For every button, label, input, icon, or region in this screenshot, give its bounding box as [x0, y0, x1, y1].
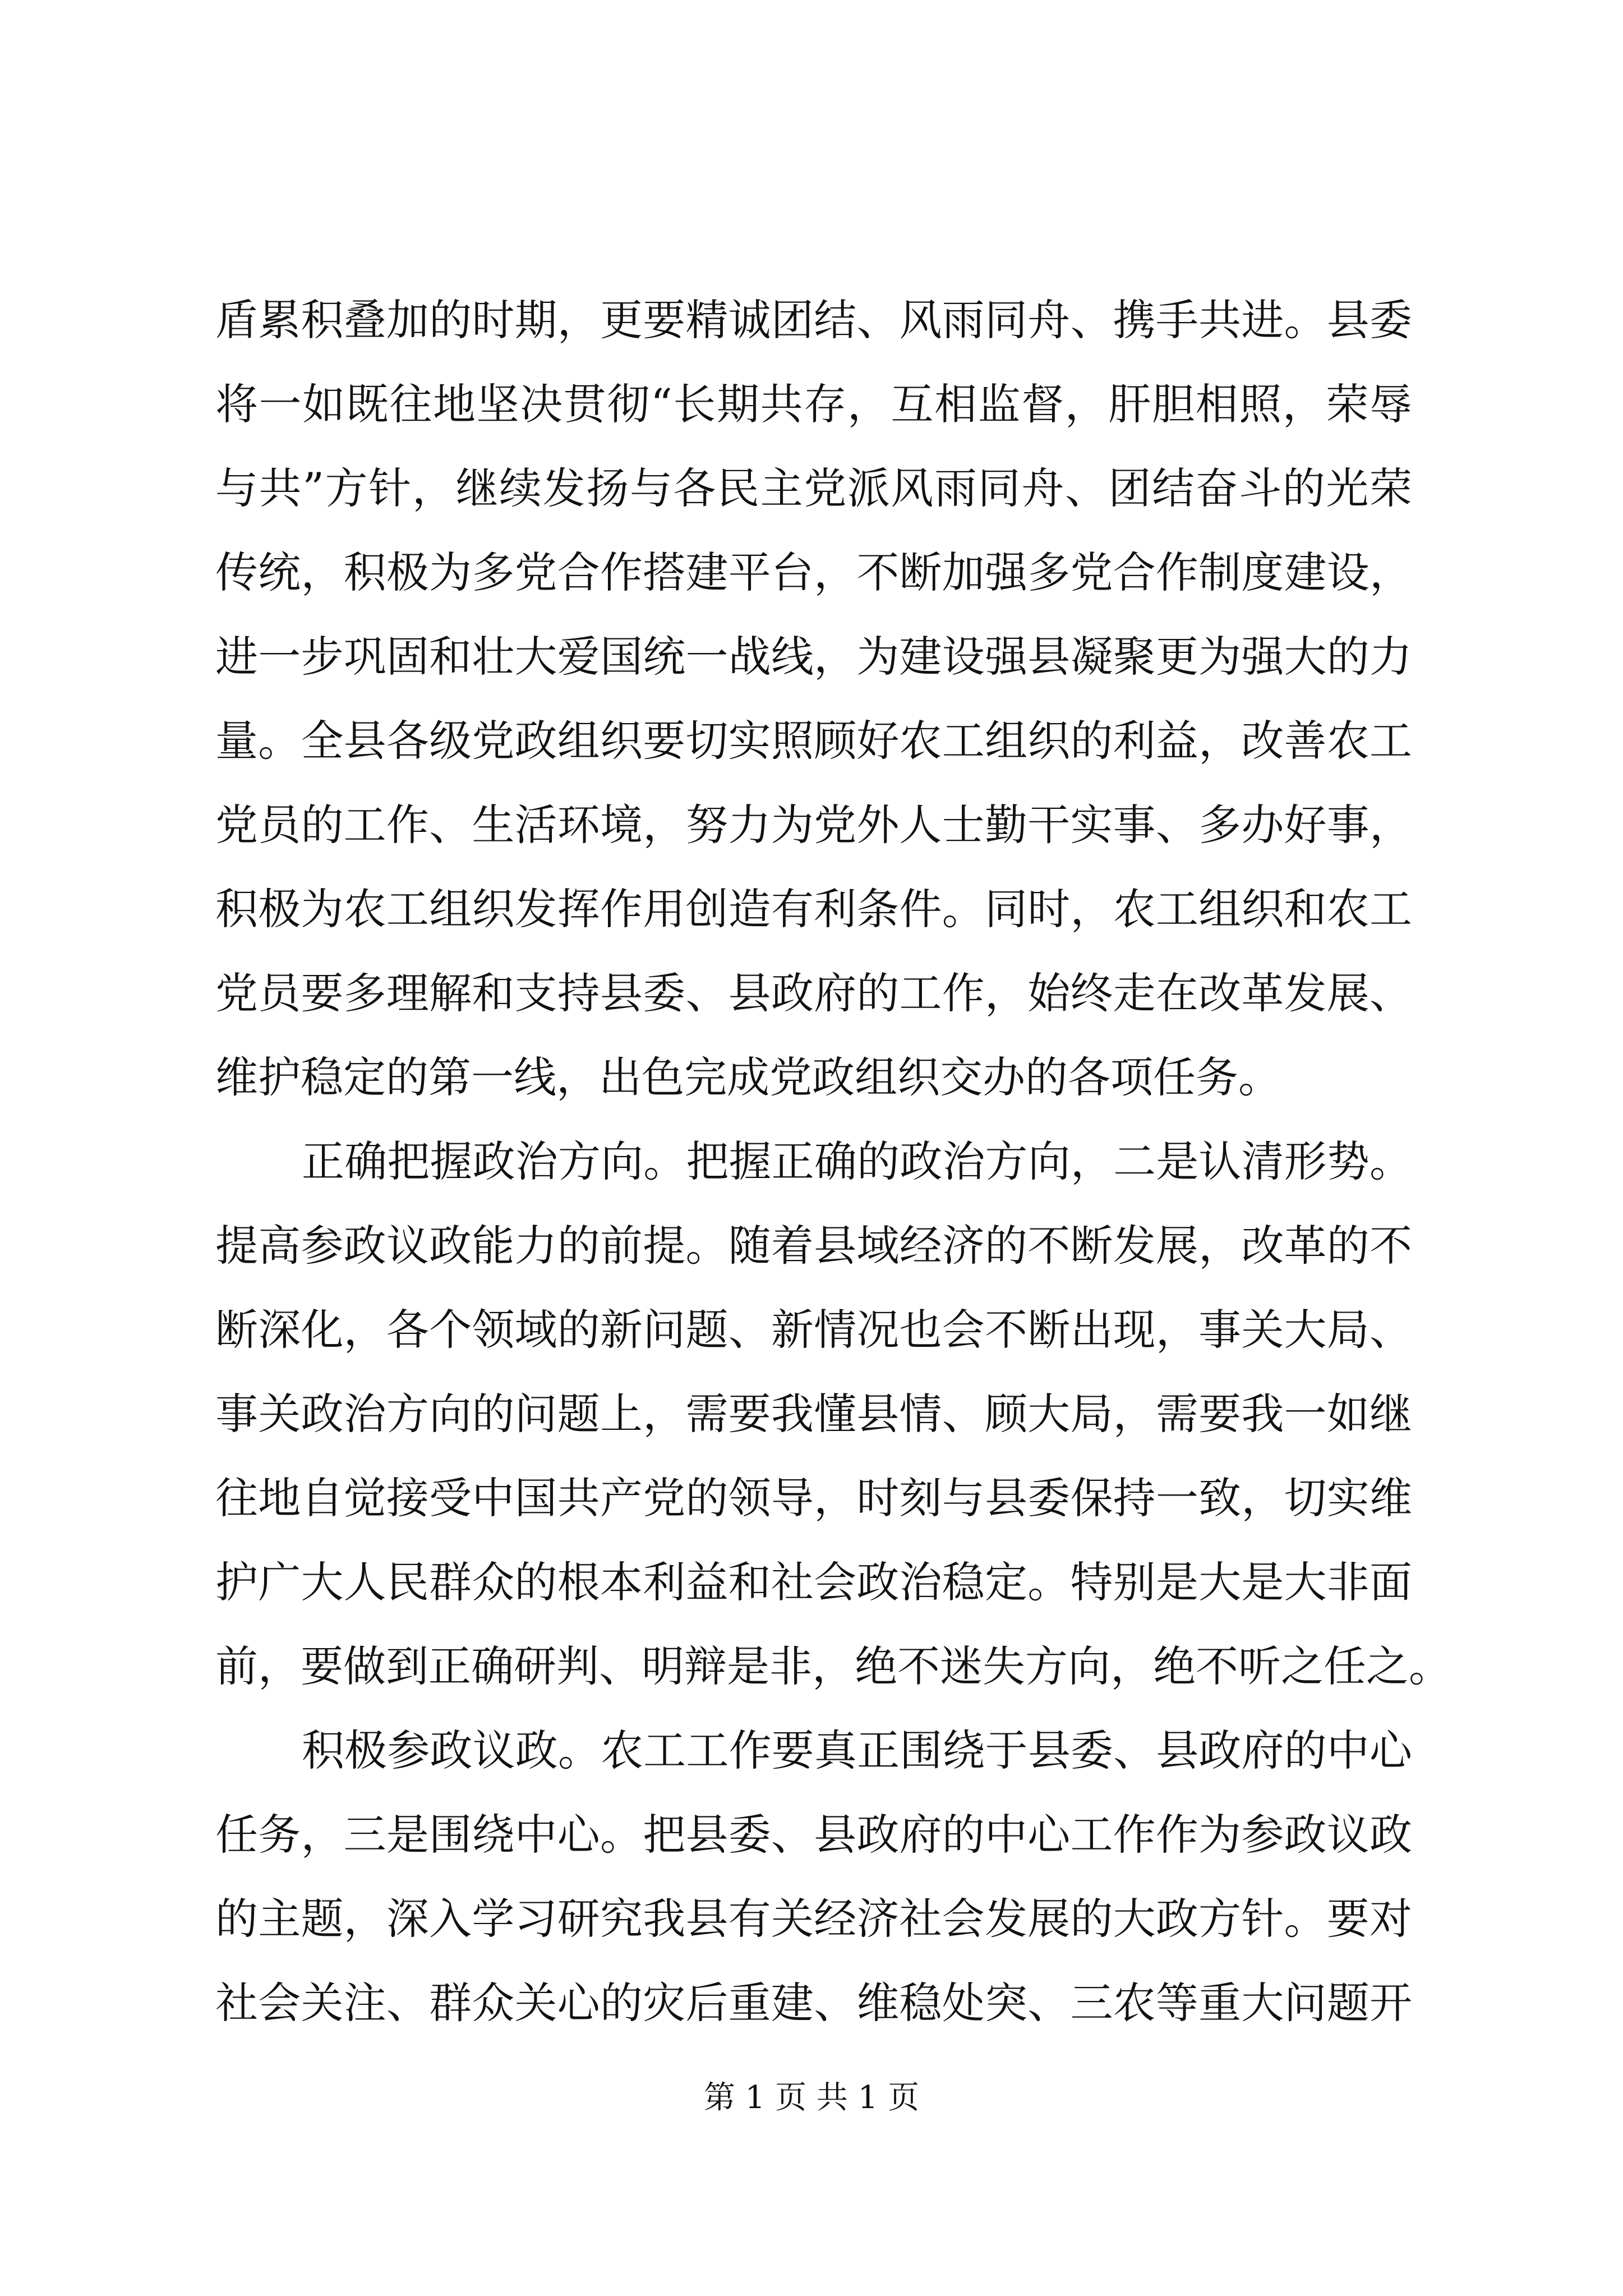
text-line: 量。全县各级党政组织要切实照顾好农工组织的利益，改善农工	[215, 716, 1412, 766]
text-line: 正确把握政治方向。把握正确的政治方向，二是认清形势。	[302, 1137, 1412, 1186]
text-line: 党员要多理解和支持县委、县政府的工作，始终走在改革发展、	[215, 968, 1412, 1018]
body-text	[215, 278, 1451, 2045]
text-line: 积极为农工组织发挥作用创造有利条件。同时，农工组织和农工	[215, 884, 1412, 934]
text-line: 积极参政议政。农工工作要真正围绕于县委、县政府的中心	[302, 1726, 1412, 1775]
text-line: 提高参政议政能力的前提。随着县域经济的不断发展，改革的不	[215, 1221, 1412, 1271]
text-line: 党员的工作、生活环境，努力为党外人士勤干实事、多办好事，	[215, 800, 1412, 850]
text-line: 护广大人民群众的根本利益和社会政治稳定。特别是大是大非面	[215, 1557, 1412, 1607]
text-line: 前，要做到正确研判、明辩是非，绝不迷失方向，绝不听之任之。	[215, 1641, 1451, 1691]
text-line: 的主题，深入学习研究我县有关经济社会发展的大政方针。要对	[215, 1894, 1412, 1944]
text-line: 断深化，各个领域的新问题、新情况也会不断出现，事关大局、	[215, 1305, 1412, 1355]
paragraph	[215, 1120, 1451, 1709]
text-line: 任务，三是围绕中心。把县委、县政府的中心工作作为参政议政	[215, 1810, 1412, 1860]
page-footer: 第 1 页 共 1 页	[703, 2079, 920, 2116]
text-line: 与共”方针，继续发扬与各民主党派风雨同舟、团结奋斗的光荣	[215, 463, 1412, 513]
text-line: 传统，积极为多党合作搭建平台，不断加强多党合作制度建设，	[215, 547, 1412, 597]
text-line: 往地自觉接受中国共产党的领导，时刻与县委保持一致，切实维	[215, 1473, 1412, 1523]
text-line: 社会关注、群众关心的灾后重建、维稳处突、三农等重大问题开	[215, 1978, 1412, 2028]
paragraph	[215, 1709, 1412, 2045]
text-line: 进一步巩固和壮大爱国统一战线，为建设强县凝聚更为强大的力	[215, 632, 1412, 682]
text-line: 维护稳定的第一线，出色完成党政组织交办的各项任务。	[215, 1052, 1281, 1102]
text-line: 盾累积叠加的时期，更要精诚团结、风雨同舟、携手共进。县委	[215, 295, 1412, 345]
text-line: 事关政治方向的问题上，需要我懂县情、顾大局，需要我一如继	[215, 1389, 1412, 1439]
paragraph	[215, 278, 1412, 1120]
text-line: 将一如既往地坚决贯彻“长期共存，互相监督，肝胆相照，荣辱	[215, 379, 1412, 429]
